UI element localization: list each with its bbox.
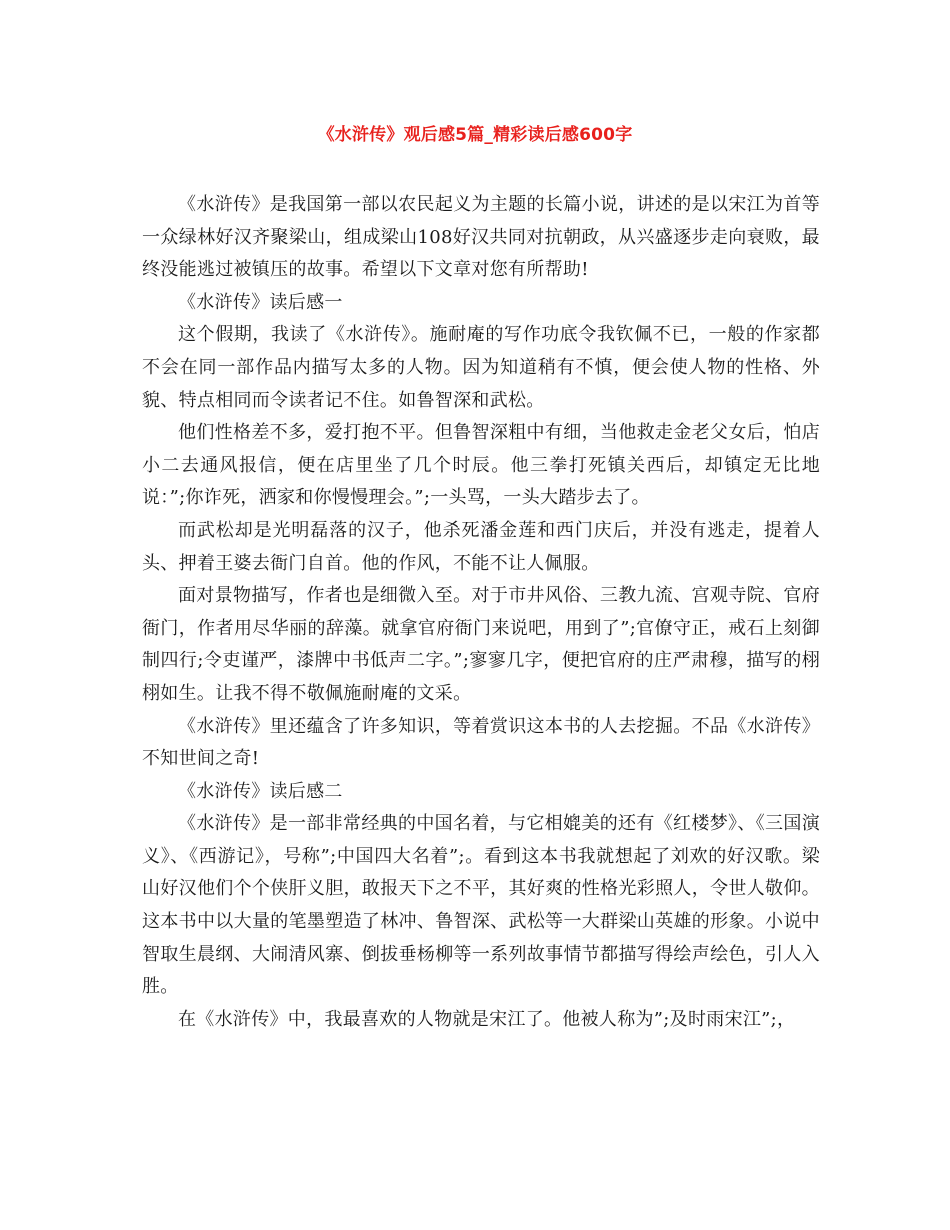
section-heading: 《水浒传》读后感二 bbox=[178, 780, 343, 802]
section-heading: 《水浒传》读后感一 bbox=[178, 291, 343, 313]
body-paragraph: 他们性格差不多，爱打抱不平。但鲁智深粗中有细，当他救走金老父女后，怕店小二去通风报信，便在店里坐了几个时辰。他三拳打死镇关西后，却镇定无比地说：”;你诈死，洒家和你慢慢理会。”;一头骂，一头大踏步去了。 bbox=[142, 422, 820, 509]
document-title: 《水浒传》观后感5篇_精彩读后感600字 bbox=[317, 125, 633, 145]
body-paragraph: 在《水浒传》中，我最喜欢的人物就是宋江了。他被人称为”;及时雨宋江”;， bbox=[178, 1008, 796, 1030]
body-paragraph: 面对景物描写，作者也是细微入至。对于市井风俗、三教九流、宫观寺院、官府衙门，作者用尽华丽的辞藻。就拿官府衙门来说吧，用到了”;官僚守正，戒石上刻御制四行;令吏谨严，漆牌中书低声二字。”;寥寥几字，便把官府的庄严肃穆，描写的栩栩如生。让我不得不敬佩施耐庵的文采。 bbox=[142, 585, 820, 704]
body-paragraph: 而武松却是光明磊落的汉子，他杀死潘金莲和西门庆后，并没有逃走，提着人头、押着王婆去衙门自首。他的作风，不能不让人佩服。 bbox=[142, 519, 820, 574]
body-paragraph: 《水浒传》里还蕴含了许多知识，等着赏识这本书的人去挖掘。不品《水浒传》不知世间之奇! bbox=[142, 715, 820, 770]
document-body bbox=[142, 189, 820, 1036]
intro-paragraph: 《水浒传》是我国第一部以农民起义为主题的长篇小说，讲述的是以宋江为首等一众绿林好汉齐聚梁山，组成梁山108好汉共同对抗朝政，从兴盛逐步走向衰败，最终没能逃过被镇压的故事。希望以下文章对您有所帮助! bbox=[142, 194, 820, 281]
body-paragraph: 这个假期，我读了《水浒传》。施耐庵的写作功底令我钦佩不已，一般的作家都不会在同一部作品内描写太多的人物。因为知道稍有不慎，便会使人物的性格、外貌、特点相同而令读者记不住。如鲁智深和武松。 bbox=[142, 324, 820, 411]
body-paragraph: 《水浒传》是一部非常经典的中国名着，与它相媲美的还有《红楼梦》、《三国演义》、《西游记》，号称”;中国四大名着”;。看到这本书我就想起了刘欢的好汉歌。梁山好汉他们个个侠肝义胆，敢报天下之不平，其好爽的性格光彩照人，令世人敬仰。这本书中以大量的笔墨塑造了林冲、鲁智深、武松等一大群梁山英雄的形象。小说中智取生晨纲、大闹清风寨、倒拔垂杨柳等一系列故事情节都描写得绘声绘色，引人入胜。 bbox=[142, 813, 820, 998]
